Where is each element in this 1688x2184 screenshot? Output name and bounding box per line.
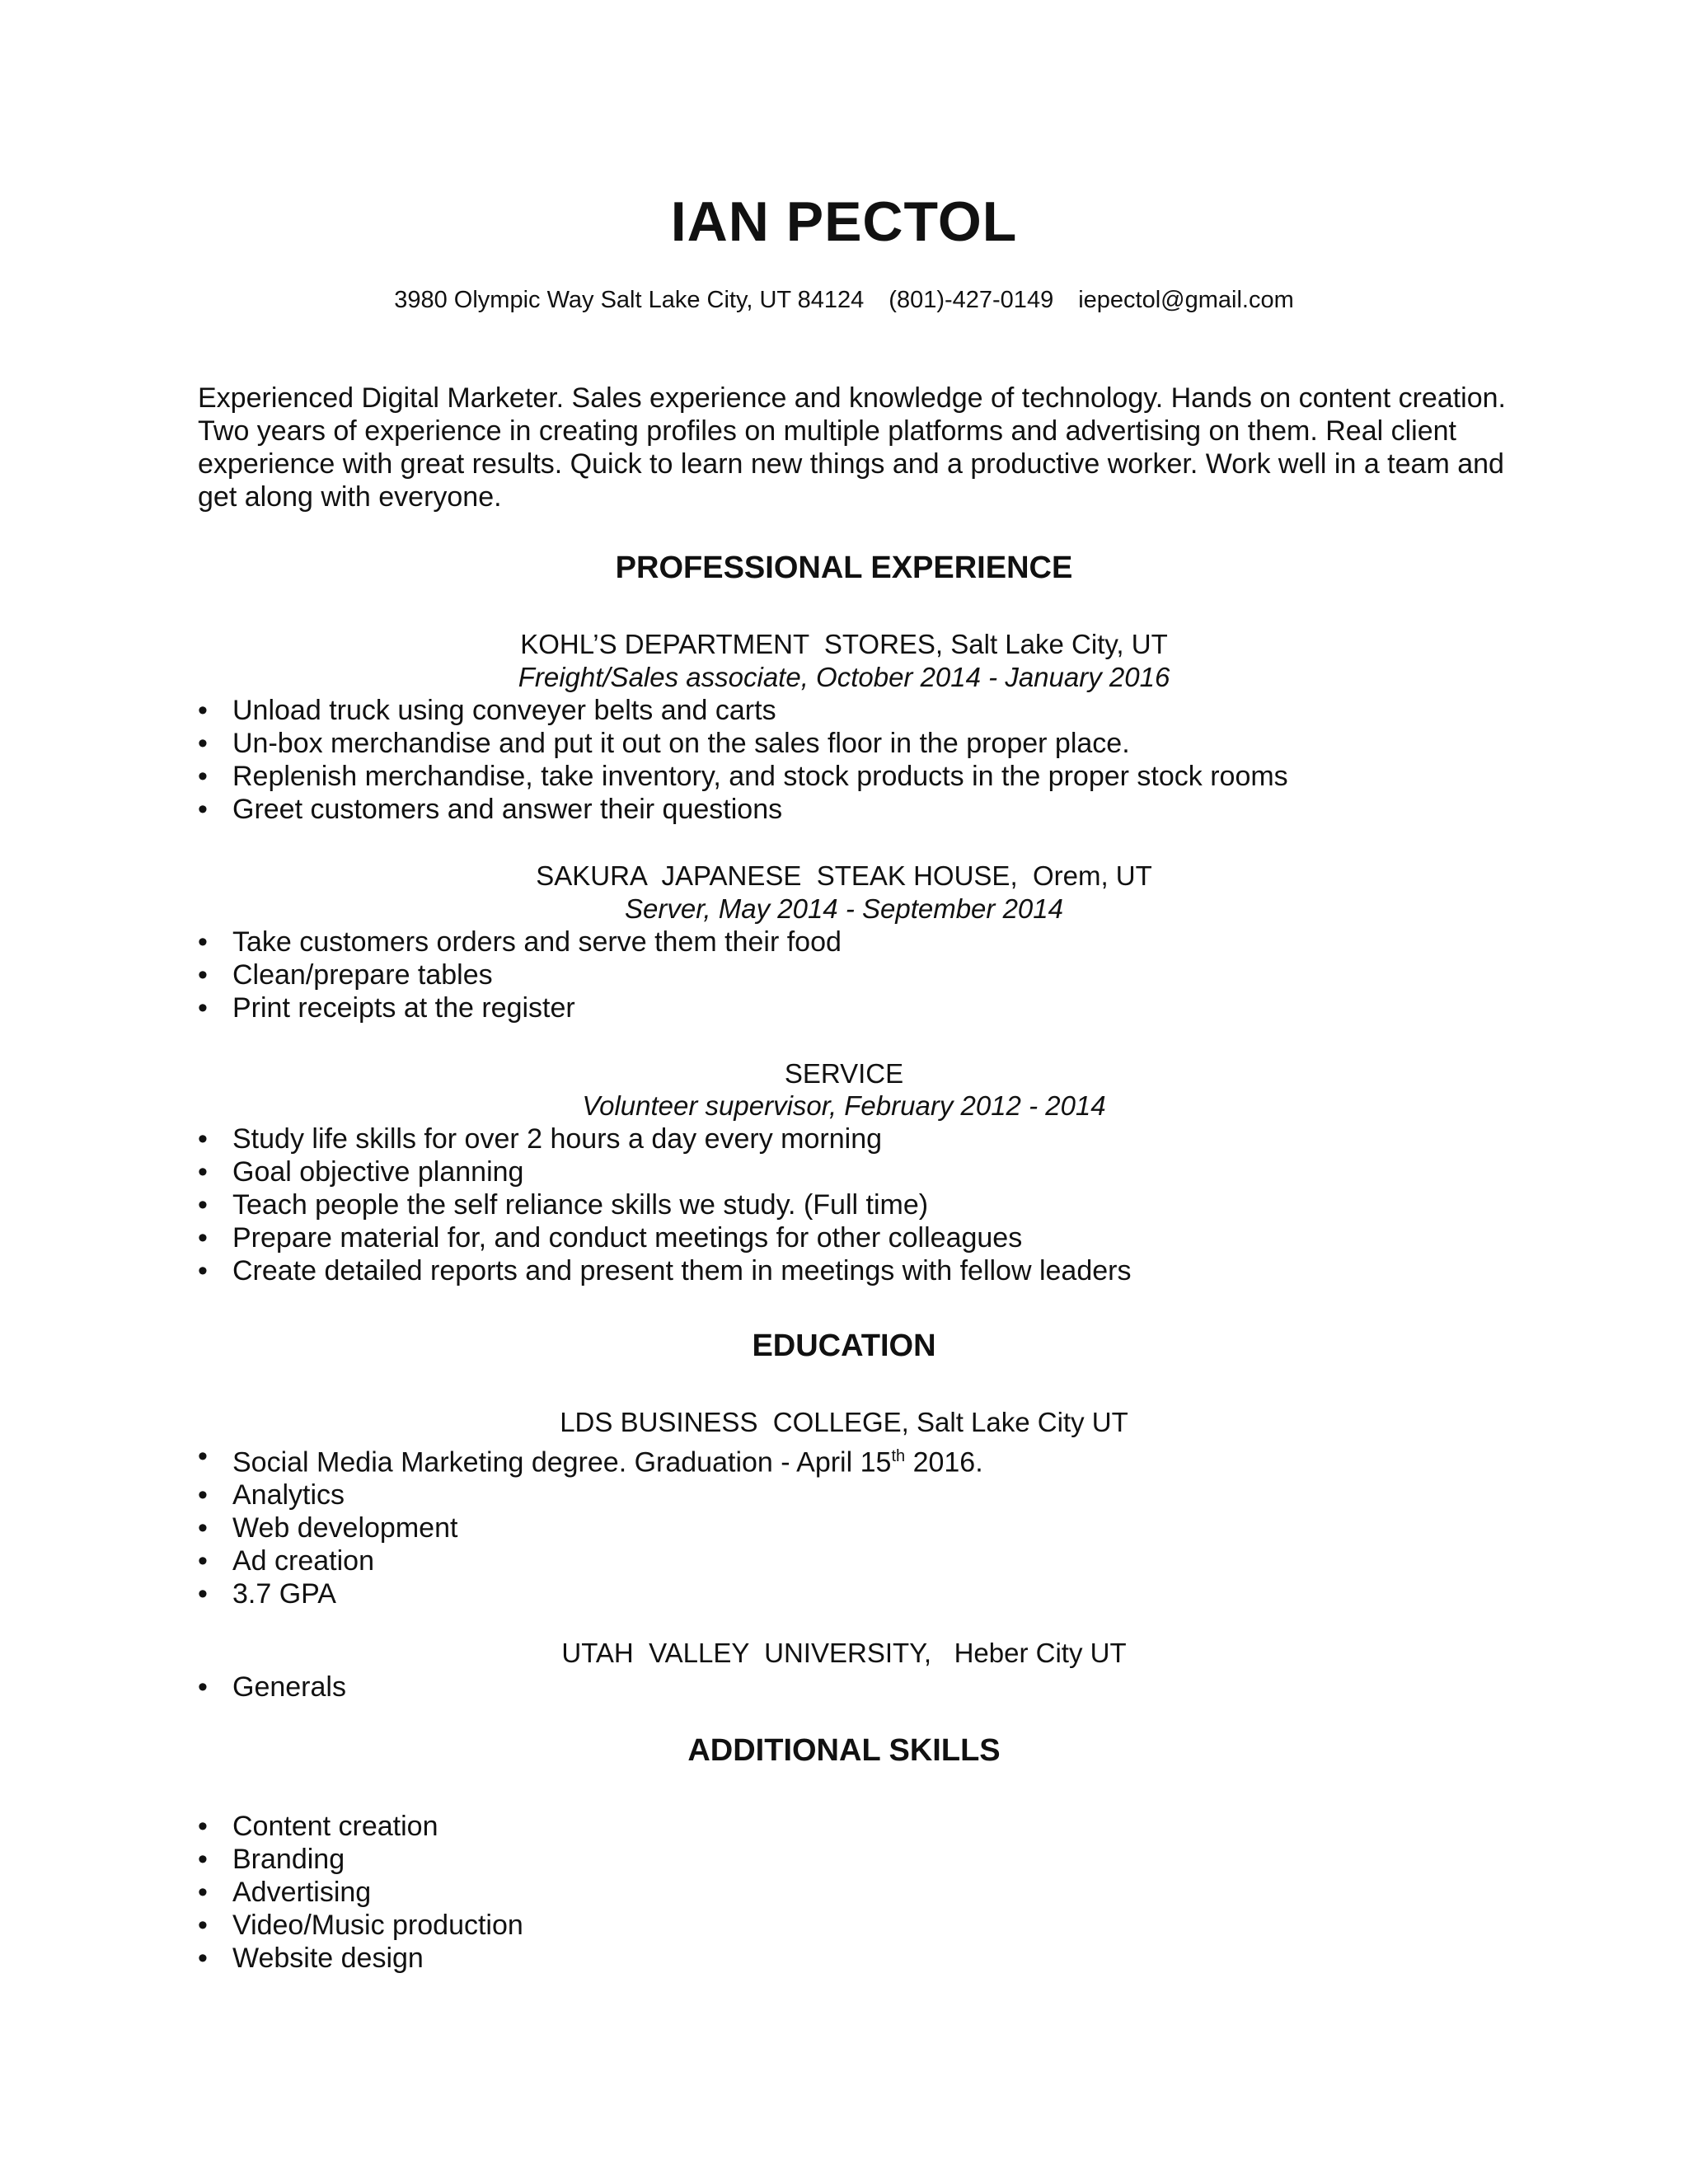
list-item: • Create detailed reports and present them in meetings with fellow leaders <box>198 1254 1517 1287</box>
list-item: • Clean/prepare tables <box>198 958 1517 991</box>
job-role: Freight/Sales associate, October 2014 - January 2016 <box>518 662 1170 692</box>
job-org: KOHL’S DEPARTMENT STORES, Salt Lake City, UT <box>520 629 1168 659</box>
contact-line <box>0 287 1688 314</box>
degree-superscript: th <box>891 1447 906 1465</box>
school-org: UTAH VALLEY UNIVERSITY, Heber City UT <box>561 1638 1127 1668</box>
list-item: • Prepare material for, and conduct meetings for other colleagues <box>198 1221 1517 1254</box>
list-item: • Generals <box>198 1671 1517 1704</box>
school-bullet-list <box>198 1440 1517 1610</box>
job-bullet-list <box>198 926 1517 1024</box>
applicant-name: IAN PECTOL <box>670 190 1018 253</box>
degree-text: Social Media Marketing degree. Graduation - April 15 <box>232 1446 892 1479</box>
list-item: • Advertising <box>198 1876 1517 1909</box>
list-item: • Content creation <box>198 1810 1517 1843</box>
list-item: • Study life skills for over 2 hours a day every morning <box>198 1122 1517 1155</box>
list-item: • Ad creation <box>198 1544 1517 1577</box>
list-item: • Teach people the self reliance skills we study. (Full time) <box>198 1188 1517 1221</box>
job-bullet-list <box>198 694 1517 826</box>
skills-heading: ADDITIONAL SKILLS <box>687 1733 1001 1768</box>
job-org: SERVICE <box>784 1058 904 1089</box>
job-bullet-list <box>198 1122 1517 1287</box>
list-item: • Branding <box>198 1843 1517 1876</box>
school-bullet-list <box>198 1671 1517 1704</box>
contact-email: iepectol@gmail.com <box>1078 287 1294 313</box>
skills-bullet-list <box>198 1810 1517 1975</box>
list-item: • Greet customers and answer their questions <box>198 793 1517 826</box>
list-item: • Take customers orders and serve them their food <box>198 926 1517 958</box>
list-item: • 3.7 GPA <box>198 1577 1517 1610</box>
contact-phone: (801)-427-0149 <box>889 287 1054 313</box>
list-item: • Website design <box>198 1942 1517 1975</box>
list-item: • Analytics <box>198 1479 1517 1511</box>
list-item: • Print receipts at the register <box>198 991 1517 1024</box>
list-item: • Replenish merchandise, take inventory, and stock products in the proper stock rooms <box>198 760 1517 793</box>
list-item: • Web development <box>198 1511 1517 1544</box>
experience-heading: PROFESSIONAL EXPERIENCE <box>615 551 1073 585</box>
job-role: Server, May 2014 - September 2014 <box>625 893 1063 924</box>
job-role: Volunteer supervisor, February 2012 - 2014 <box>582 1090 1106 1121</box>
job-org: SAKURA JAPANESE STEAK HOUSE, Orem, UT <box>536 860 1152 891</box>
degree-item <box>198 1440 1517 1479</box>
summary-paragraph: Experienced Digital Marketer. Sales experience and knowledge of technology. Hands on content creation. Two years of experience in creating profiles on multiple platforms and advertising on them. Real client experience with great results. Quick to learn new things and a productive worker. Work well in a team and get along with everyone. <box>198 382 1506 513</box>
list-item: • Goal objective planning <box>198 1155 1517 1188</box>
list-item: • Unload truck using conveyer belts and carts <box>198 694 1517 727</box>
school-org: LDS BUSINESS COLLEGE, Salt Lake City UT <box>560 1407 1128 1437</box>
list-item: • Un-box merchandise and put it out on the sales floor in the proper place. <box>198 727 1517 760</box>
contact-address: 3980 Olympic Way Salt Lake City, UT 84124 <box>394 287 865 313</box>
list-item: • Video/Music production <box>198 1909 1517 1942</box>
education-heading: EDUCATION <box>752 1329 936 1363</box>
degree-end: 2016. <box>905 1446 983 1479</box>
